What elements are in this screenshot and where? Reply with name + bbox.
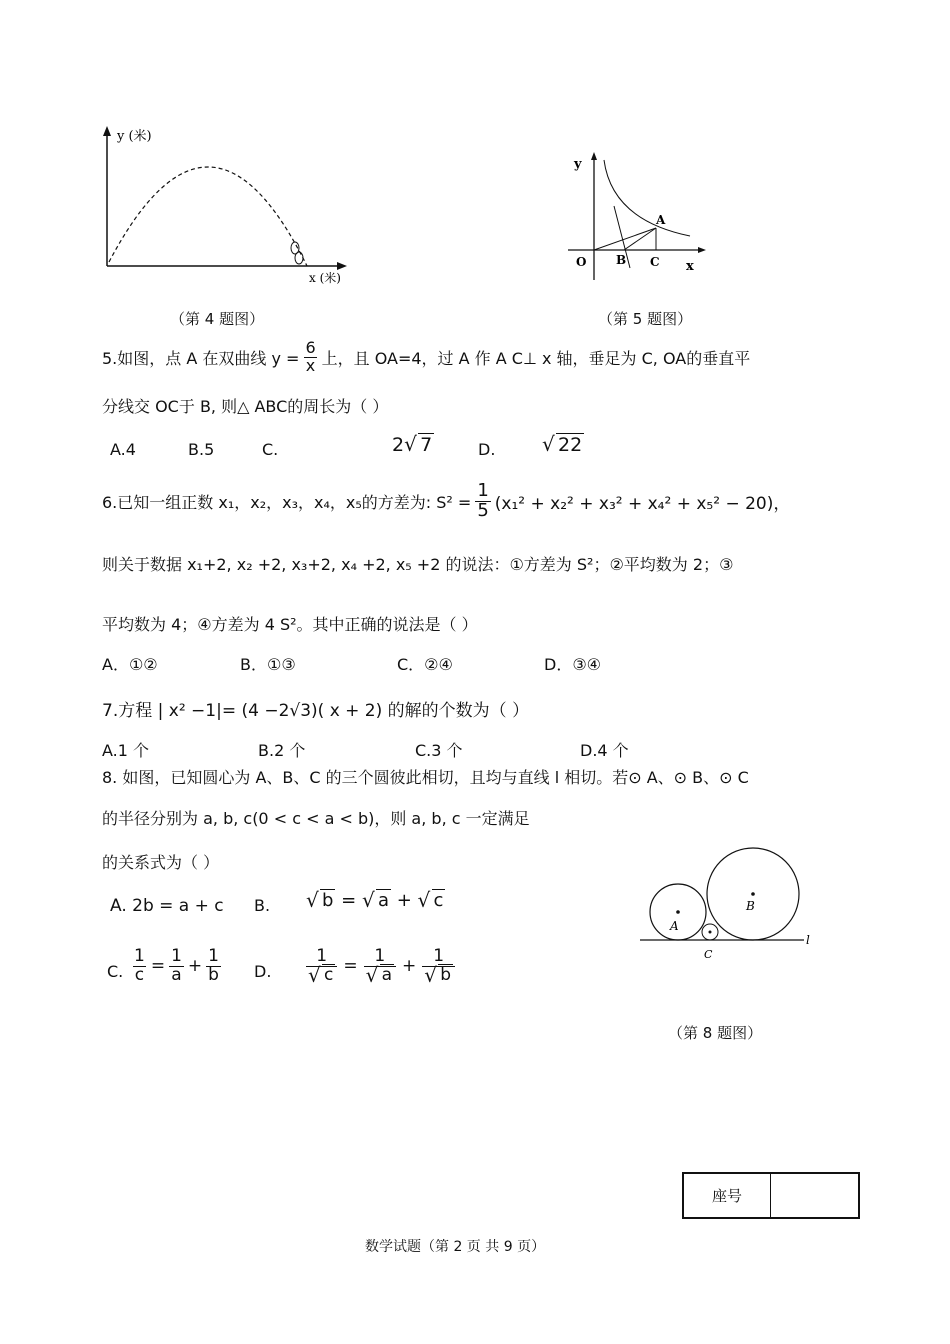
q6-option-b: B．①③ xyxy=(240,655,296,674)
q8-line3: 的关系式为（ ） xyxy=(102,853,220,872)
seat-number-box xyxy=(682,1172,860,1219)
q8-option-b: √ b = √ a + √ c xyxy=(306,890,445,911)
fig8-caption: （第 8 题图） xyxy=(668,1024,763,1042)
q5-text-pre: 5.如图，点 A 在双曲线 y = xyxy=(102,348,300,368)
q8-line1: 8. 如图，已知圆心为 A、B、C 的三个圆彼此相切，且均与直线 l 相切。若⊙ A、⊙ B、⊙ C xyxy=(102,768,749,787)
fig5-label-C: C xyxy=(650,255,660,269)
q8-option-d-label: D. xyxy=(254,962,272,981)
q8-option-a: A. 2b = a + c xyxy=(110,896,224,916)
q5-frac-num: 6 xyxy=(305,338,316,357)
q8-option-b-label: B. xyxy=(254,896,271,915)
fig4-y-arrow xyxy=(103,126,111,136)
q5-text-post: 上，且 OA=4，过 A 作 A C⊥ x 轴，垂足为 C, OA的垂直平 xyxy=(321,348,751,368)
q8-line2: 的半径分别为 a, b, c(0 < c < a < b)，则 a, b, c 一定满足 xyxy=(102,809,530,828)
q5-option-a: A.4 xyxy=(110,440,136,459)
q6-frac-den: 5 xyxy=(477,499,489,521)
q5-d-radical: √ 22 xyxy=(542,434,584,456)
q6-line1 xyxy=(102,482,790,521)
q8-option-c: $\frac{1}{c}$ = $\frac{1}{a}$ + $\frac{1}{b}$ xyxy=(134,946,219,985)
q5-option-d-value xyxy=(542,434,584,456)
fig5-label-y: y xyxy=(574,157,582,172)
q7-option-a: A.1 个 xyxy=(102,741,150,760)
q7-option-d: D.4 个 xyxy=(580,741,629,760)
fig5-label-x: x xyxy=(686,259,694,274)
q8-option-d: 1 √ c = 1 √ a + 1 √ b xyxy=(306,948,455,985)
q5-option-c-value xyxy=(392,434,434,456)
q6-option-d: D．③④ xyxy=(544,655,602,674)
q6-line3: 平均数为 4；④方差为 4 S²。其中正确的说法是（ ） xyxy=(102,615,478,634)
seat-number-label: 座号 xyxy=(684,1174,771,1217)
fig5-label-B: B xyxy=(616,253,627,267)
q5-option-d: D. xyxy=(478,440,496,459)
page-footer: 数学试题（第 2 页 共 9 页） xyxy=(365,1239,546,1255)
q7-option-b: B.2 个 xyxy=(258,741,306,760)
fig5-caption: （第 5 题图） xyxy=(598,310,693,328)
q5-c-coef: 2 xyxy=(392,434,405,456)
seat-number-value[interactable] xyxy=(771,1174,858,1217)
q6-option-a: A．①② xyxy=(102,655,158,674)
fig5-label-O: O xyxy=(576,255,587,269)
q5-fraction xyxy=(303,340,317,375)
q8-option-c-label: C. xyxy=(107,962,124,981)
fig8-label-B: B xyxy=(746,899,755,913)
q6-text-post: (x₁² + x₂² + x₃² + x₄² + x₅² − 20)， xyxy=(494,493,791,514)
fig8-label-C: C xyxy=(704,948,713,961)
q6-line2: 则关于数据 x₁+2, x₂ +2, x₃+2, x₄ +2, x₅ +2 的说法：①方差为 S²；②平均数为 2；③ xyxy=(102,555,734,574)
q5-option-c: C. xyxy=(262,440,279,459)
fig4-x-label: x (米) xyxy=(309,271,341,285)
figure-5-hyperbola xyxy=(560,150,720,290)
fig5-y-arrow xyxy=(591,152,597,160)
fig4-trajectory xyxy=(109,167,307,266)
q5-line1 xyxy=(102,340,750,375)
q5-option-b: B.5 xyxy=(188,440,215,459)
fig4-ball xyxy=(295,252,303,264)
q5-line2: 分线交 OC于 B, 则△ ABC的周长为（ ） xyxy=(102,397,389,416)
fig4-caption: （第 4 题图） xyxy=(170,310,265,328)
fig5-segment-AB xyxy=(624,228,656,250)
q6-fraction xyxy=(475,482,490,521)
q6-text-pre: 6.已知一组正数 x₁，x₂，x₃，x₄，x₅的方差为: S² = xyxy=(102,492,472,512)
q6-option-c: C．②④ xyxy=(397,655,453,674)
fig8-label-A: A xyxy=(670,919,679,933)
figure-8-circles xyxy=(636,842,816,972)
fig8-label-l: l xyxy=(806,933,810,947)
q5-c-radical: √ 7 xyxy=(404,434,434,456)
fig5-label-A: A xyxy=(656,213,666,227)
figure-4-parabola xyxy=(95,120,365,290)
q7-option-c: C.3 个 xyxy=(415,741,463,760)
fig4-x-arrow xyxy=(337,262,347,270)
q6-frac-num: 1 xyxy=(477,480,489,501)
fig5-x-arrow xyxy=(698,247,706,253)
q7-line1: 7.方程 | x² −1|= (4 −2√3)( x + 2) 的解的个数为（ ） xyxy=(102,701,530,721)
fig4-y-label: y (米) xyxy=(117,129,152,144)
q5-frac-den: x xyxy=(305,355,316,375)
fig5-hyperbola-curve xyxy=(604,160,690,236)
